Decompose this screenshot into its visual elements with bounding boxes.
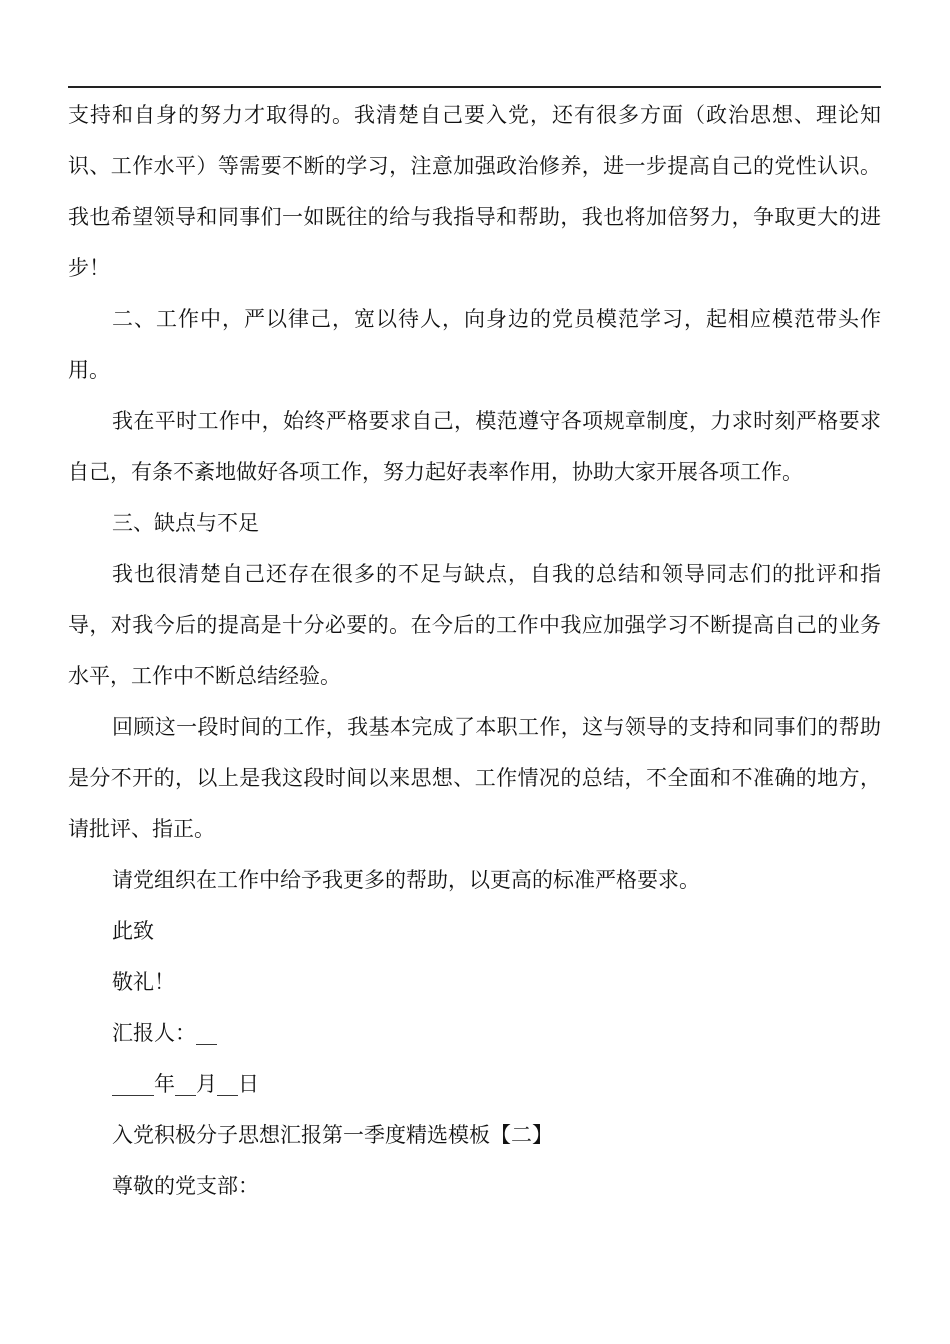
paragraph-continuation: 支持和自身的努力才取得的。我清楚自己要入党，还有很多方面（政治思想、理论知识、工作水平）等需要不断的学习，注意加强政治修养，进一步提高自己的党性认识。我也希望领导和同事们一如既往的给与我指导和帮助，我也将加倍努力，争取更大的进步！ — [68, 103, 881, 280]
header-rule — [68, 86, 881, 88]
paragraph-shortcomings: 我也很清楚自己还存在很多的不足与缺点，自我的总结和领导同志们的批评和指导，对我今后的提高是十分必要的。在今后的工作中我应加强学习不断提高自己的业务水平，工作中不断总结经验。 — [68, 562, 881, 688]
paragraph-work: 我在平时工作中，始终严格要求自己，模范遵守各项规章制度，力求时刻严格要求自己，有条不紊地做好各项工作，努力起好表率作用，协助大家开展各项工作。 — [68, 409, 881, 484]
section-heading-3: 三、缺点与不足 — [112, 511, 259, 535]
date-line: ____年__月__日 — [112, 1072, 259, 1096]
greeting: 尊敬的党支部： — [112, 1174, 259, 1198]
closing-respect: 敬礼！ — [112, 970, 175, 994]
paragraph-request: 请党组织在工作中给予我更多的帮助，以更高的标准严格要求。 — [112, 868, 700, 892]
closing-salutation: 此致 — [112, 919, 154, 943]
template-title: 入党积极分子思想汇报第一季度精选模板【二】 — [112, 1123, 553, 1147]
paragraph-review: 回顾这一段时间的工作，我基本完成了本职工作，这与领导的支持和同事们的帮助是分不开的，以上是我这段时间以来思想、工作情况的总结，不全面和不准确的地方，请批评、指正。 — [68, 715, 881, 841]
section-heading-2: 二、工作中，严以律己，宽以待人，向身边的党员模范学习，起相应模范带头作用。 — [68, 307, 881, 382]
document-body — [68, 90, 881, 1212]
reporter-line: 汇报人：__ — [112, 1021, 217, 1045]
